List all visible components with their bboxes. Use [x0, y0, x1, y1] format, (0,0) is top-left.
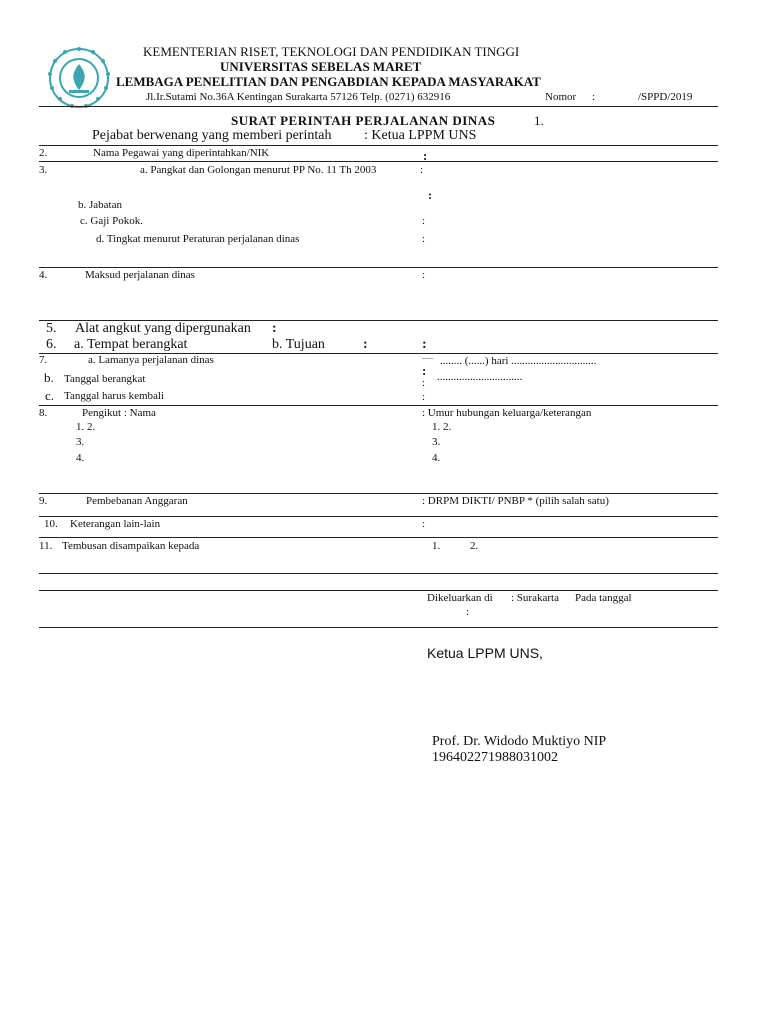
- row-11-value-1: 1.: [432, 540, 441, 552]
- row-7-dash: —: [422, 352, 433, 364]
- row-10-number: 10.: [44, 518, 58, 530]
- issued-label: Dikeluarkan di: [427, 592, 493, 604]
- row-7c-label: Tanggal harus kembali: [64, 390, 165, 402]
- pejabat-value: : Ketua LPPM UNS: [364, 128, 477, 143]
- row-6-colon-2: :: [422, 337, 427, 352]
- row-7a-value: ........ (......) hari ...............................: [440, 355, 597, 367]
- row-4-label: Maksud perjalanan dinas: [85, 269, 195, 281]
- row-7b-label: Tanggal berangkat: [64, 373, 146, 385]
- list-item: 3.: [76, 436, 85, 448]
- nomor-label: Nomor: [545, 91, 577, 103]
- row-9-value: : DRPM DIKTI/ PNBP * (pilih salah satu): [422, 495, 609, 507]
- row-3d-colon: :: [422, 233, 426, 245]
- header-divider: [39, 106, 718, 107]
- row-10-colon: :: [422, 518, 426, 530]
- issued-date-label: Pada tanggal: [575, 592, 632, 604]
- row-7c-letter: c.: [45, 388, 55, 403]
- row-8-label: Pengikut : Nama: [82, 407, 156, 419]
- signature-nip: 196402271988031002: [432, 750, 558, 765]
- row-2-label: Nama Pegawai yang diperintahkan/NIK: [93, 147, 270, 159]
- row-10-label: Keterangan lain-lain: [70, 518, 161, 530]
- university-name: UNIVERSITAS SEBELAS MARET: [220, 59, 422, 74]
- row-6a-label: a. Tempat berangkat: [74, 337, 188, 352]
- row-7b-value: ...............................: [437, 371, 523, 383]
- row-3a-colon: :: [420, 164, 424, 176]
- row-2-number: 2.: [39, 147, 48, 159]
- signature-name: Prof. Dr. Widodo Muktiyo NIP: [432, 734, 607, 749]
- row-11-number: 11.: [39, 540, 53, 552]
- row-divider: [39, 573, 718, 574]
- row-7a-label: a. Lamanya perjalanan dinas: [88, 354, 214, 366]
- row-7b-colon: :: [422, 377, 426, 389]
- issued-date-colon: :: [466, 606, 470, 618]
- row-8-right-label: : Umur hubungan keluarga/keterangan: [422, 407, 592, 419]
- row-3-extra-colon: :: [428, 188, 432, 202]
- row-divider: [39, 493, 718, 494]
- list-item: 1. 2.: [432, 421, 452, 433]
- row-2-colon: :: [423, 148, 428, 163]
- list-item: 4.: [432, 452, 441, 464]
- institute-address: Jl.Ir.Sutami No.36A Kentingan Surakarta 57126 Telp. (0271) 632916: [146, 91, 451, 103]
- row-4-number: 4.: [39, 269, 48, 281]
- row-6-number: 6.: [46, 337, 57, 352]
- row-11-value-2: 2.: [470, 540, 479, 552]
- row-divider: [39, 405, 718, 406]
- row-8-number: 8.: [39, 407, 48, 419]
- pejabat-label: Pejabat berwenang yang memberi perintah: [92, 128, 332, 143]
- list-item: 3.: [432, 436, 441, 448]
- row-9-label: Pembebanan Anggaran: [86, 495, 188, 507]
- row-3c-label: c. Gaji Pokok.: [80, 215, 143, 227]
- row-5-label: Alat angkut yang dipergunakan: [75, 321, 251, 336]
- row-divider: [39, 145, 718, 146]
- nomor-colon: :: [592, 91, 596, 103]
- row-6-colon-1: :: [363, 337, 368, 352]
- signature-role: Ketua LPPM UNS,: [427, 645, 543, 661]
- list-item: 1. 2.: [76, 421, 96, 433]
- nomor-suffix: /SPPD/2019: [638, 91, 693, 103]
- row-5-colon: :: [272, 321, 277, 336]
- row-3c-colon: :: [422, 215, 426, 227]
- document-title: SURAT PERINTAH PERJALANAN DINAS: [231, 113, 496, 128]
- row-7b-letter: b.: [44, 370, 54, 385]
- row-divider: [39, 267, 718, 268]
- row-divider: [39, 516, 718, 517]
- row-3a-label: a. Pangkat dan Golongan menurut PP No. 11 Th 2003: [140, 164, 377, 176]
- row-3b-label: b. Jabatan: [78, 199, 122, 211]
- row-5-number: 5.: [46, 321, 57, 336]
- issued-place: : Surakarta: [511, 592, 559, 604]
- row-divider: [39, 161, 718, 162]
- ministry-name: KEMENTERIAN RISET, TEKNOLOGI DAN PENDIDIKAN TINGGI: [143, 44, 520, 59]
- row-divider: [39, 590, 718, 591]
- row-divider: [39, 537, 718, 538]
- row-6b-label: b. Tujuan: [272, 337, 325, 352]
- row-3d-label: d. Tingkat menurut Peraturan perjalanan dinas: [96, 233, 300, 245]
- row-7c-colon: :: [422, 391, 426, 403]
- row-4-colon: :: [422, 269, 426, 281]
- row-7-number: 7.: [39, 354, 48, 366]
- row-divider: [39, 627, 718, 628]
- row-11-label: Tembusan disampaikan kepada: [62, 540, 200, 552]
- row-7a-colon: :: [422, 363, 427, 378]
- document-title-number: 1.: [534, 113, 544, 128]
- institute-name: LEMBAGA PENELITIAN DAN PENGABDIAN KEPADA MASYARAKAT: [116, 74, 541, 89]
- list-item: 4.: [76, 452, 85, 464]
- university-seal-icon: [40, 46, 118, 110]
- row-3-number: 3.: [39, 164, 48, 176]
- row-9-number: 9.: [39, 495, 48, 507]
